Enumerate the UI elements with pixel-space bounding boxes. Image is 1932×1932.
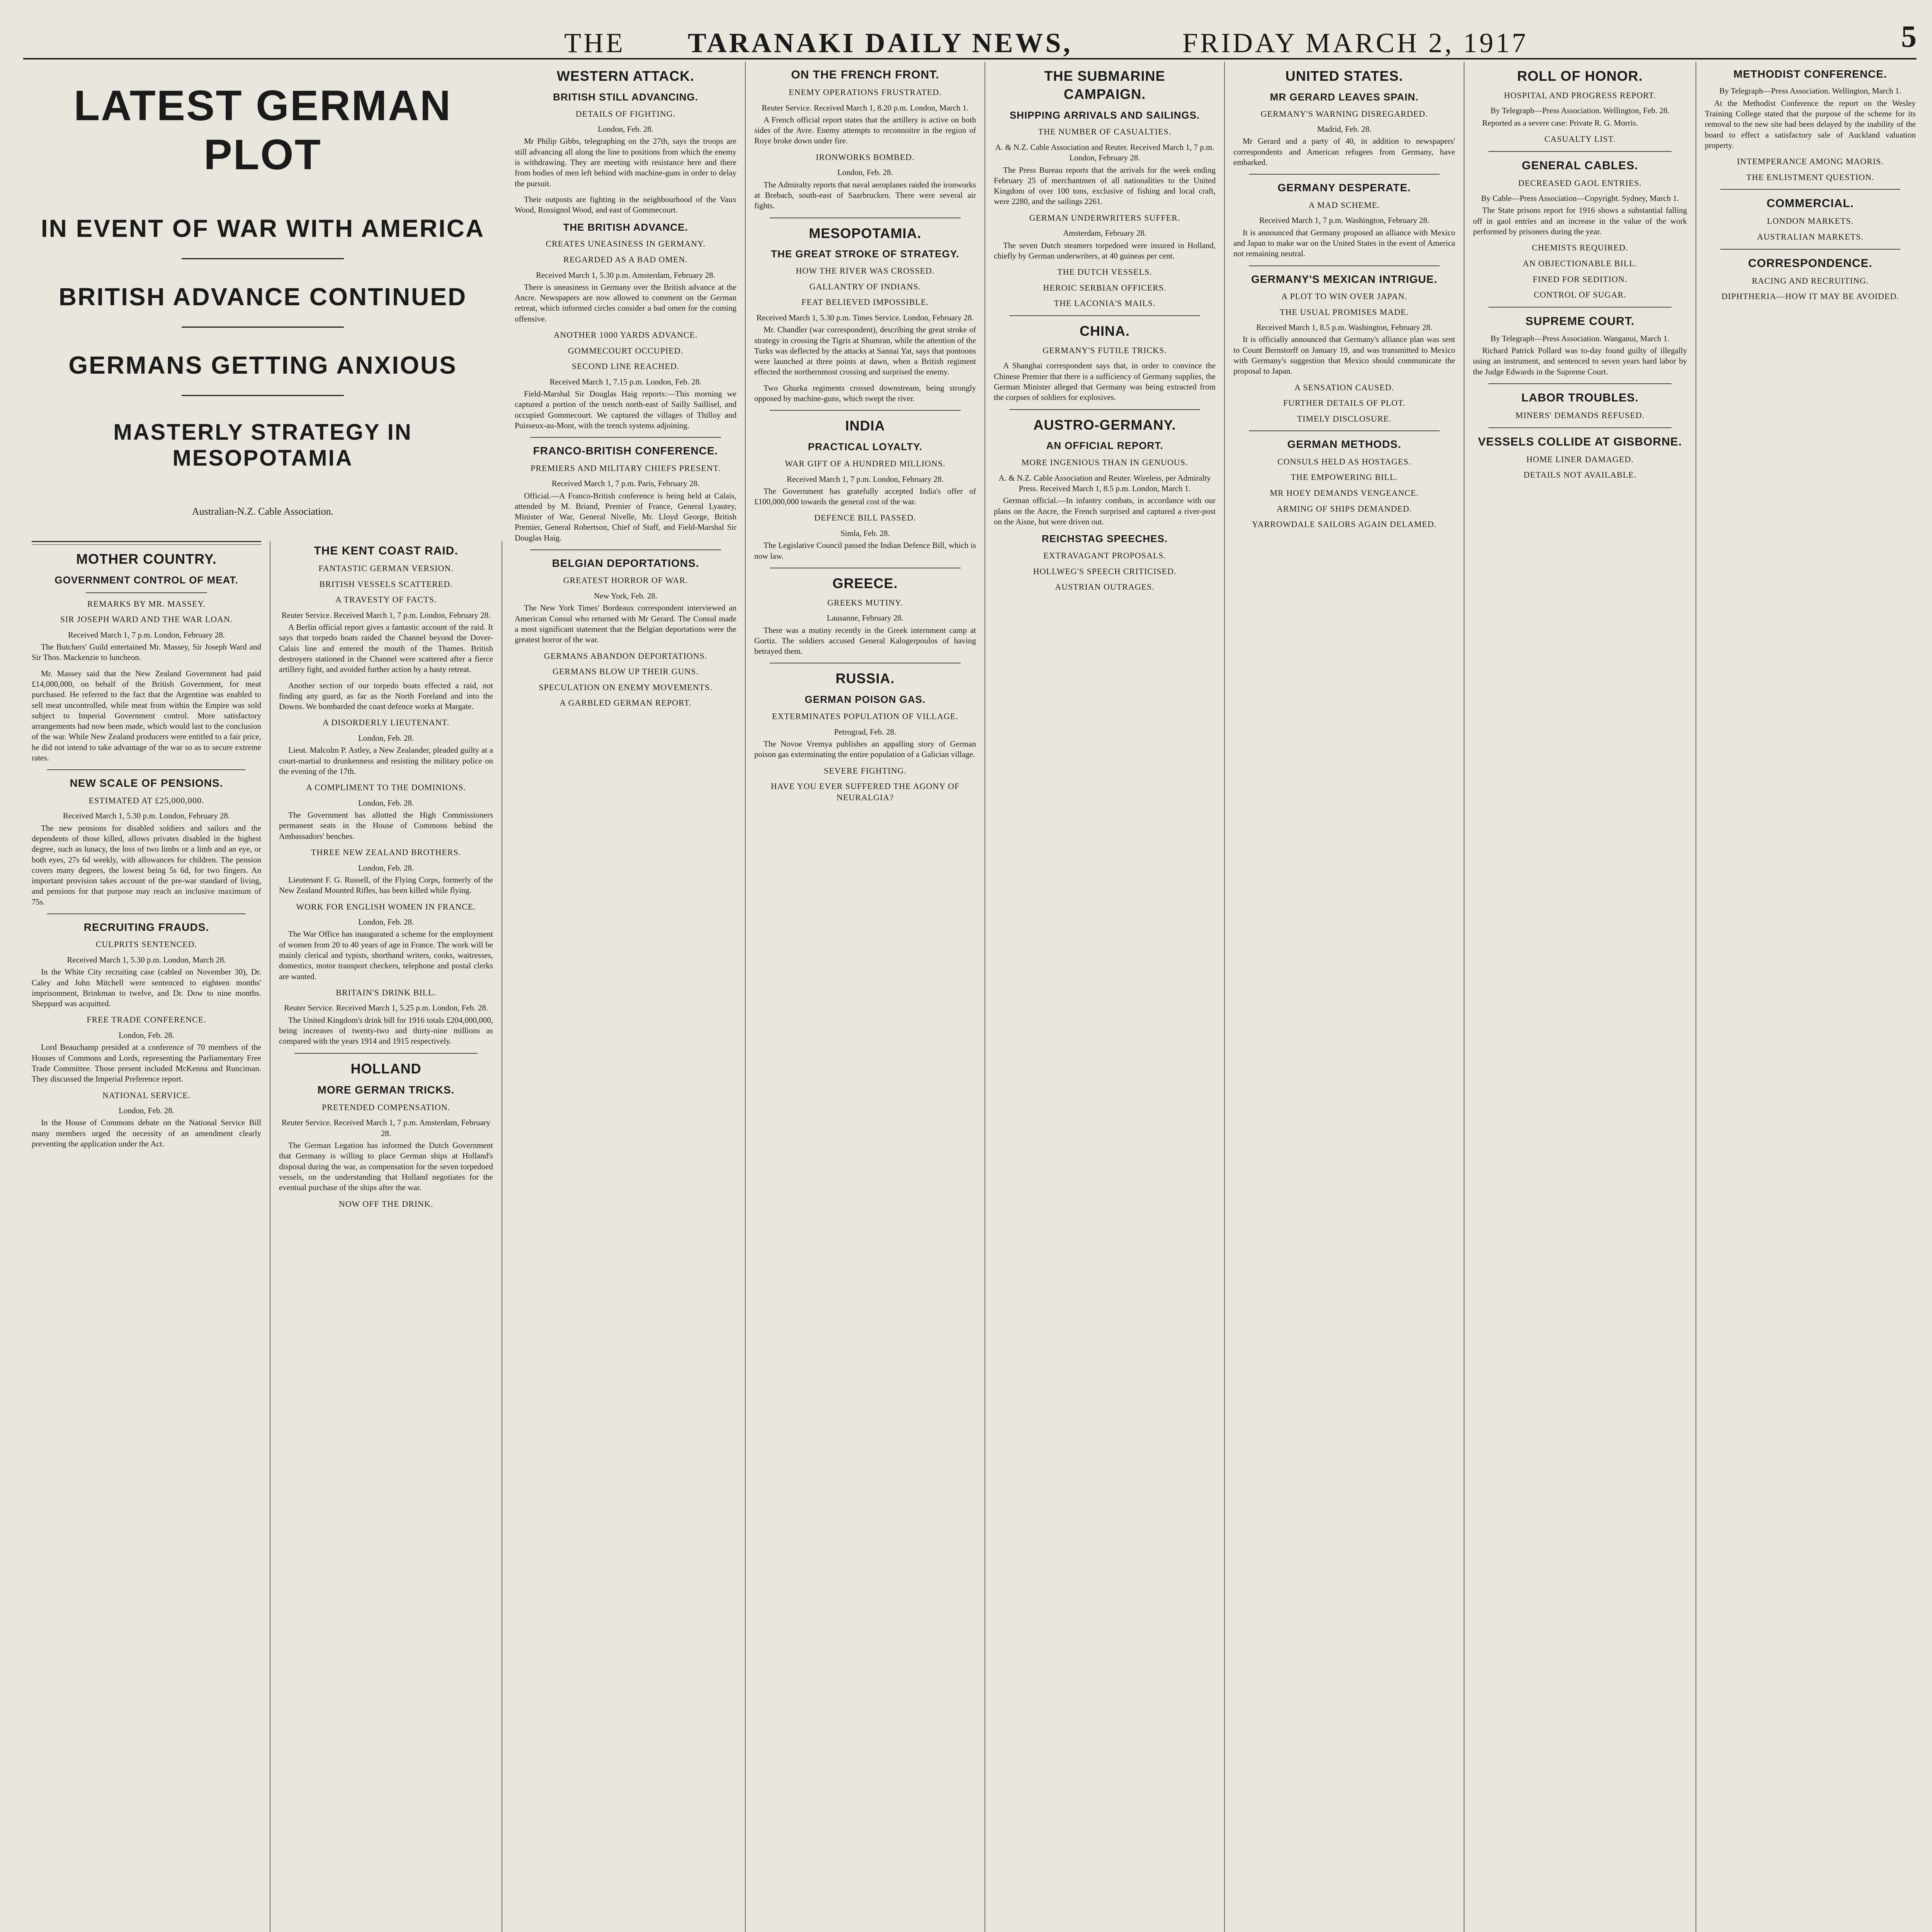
dateline: London, Feb. 28. xyxy=(118,1106,175,1116)
subheading-yarrowdale: YARROWDALE SAILORS AGAIN DELAMED. xyxy=(1252,519,1437,529)
divider xyxy=(1249,430,1440,431)
dateline: London, Feb. 28. xyxy=(358,733,414,743)
paragraph: Official.—A Franco-British conference is being held at Calais, attended by M. Briand, Premier of France, General Lyautey, Minister of War, General Nivelle, Mr. Lloyd George, British Premier, General Robertson, Chief of Staff, and Field-Marshal Sir Douglas Haig. xyxy=(515,491,736,543)
paragraph: German official.—In infantry combats, in accordance with our plans on the Ancre, the French surprised and captured a river-post on the Aisne, but were driven out. xyxy=(994,496,1216,526)
subheading-austrian-outrages: AUSTRIAN OUTRAGES. xyxy=(1055,582,1155,592)
dateline: By Telegraph—Press Association. Wanganui, March 1. xyxy=(1490,333,1670,343)
subheading-lieutenant: A DISORDERLY LIEUTENANT. xyxy=(323,718,449,728)
dateline: Reuter Service. Received March 1, 5.25 p.m. London, Feb. 28. xyxy=(284,1003,488,1013)
subheading-hoey: MR HOEY DEMANDS VENGEANCE. xyxy=(1270,488,1419,498)
subheading-not-available: DETAILS NOT AVAILABLE. xyxy=(1523,470,1637,480)
subheading-hollweg: HOLLWEG'S SPEECH CRITICISED. xyxy=(1033,566,1177,576)
divider xyxy=(1249,265,1440,266)
heading-official-report: AN OFFICIAL REPORT. xyxy=(1046,440,1163,452)
heading-supreme-court: SUPREME COURT. xyxy=(1525,315,1635,328)
heading-recruiting-frauds: RECRUITING FRAUDS. xyxy=(83,921,209,933)
subheading-empowering: THE EMPOWERING BILL. xyxy=(1291,472,1398,482)
divider xyxy=(1488,427,1672,428)
paragraph: Lord Beauchamp presided at a conference of 70 members of the Houses of Commons and Lords, representing the Parliamentary Free Trade Committee. Those present included McKenna and Runciman. They discussed the Imperial Preference report. xyxy=(32,1043,261,1084)
divider xyxy=(182,258,344,259)
masthead-the: THE xyxy=(564,27,625,58)
heading-gerard-spain: MR GERARD LEAVES SPAIN. xyxy=(1270,91,1419,103)
paragraph: Mr Gerard and a party of 40, in addition to newspapers' correspondents and American refugees from Germany, have embarked. xyxy=(1233,136,1455,167)
heading-western-attack: WESTERN ATTACK. xyxy=(556,68,695,84)
heading-campaign: CAMPAIGN. xyxy=(1063,86,1146,102)
dateline: London, Feb. 28. xyxy=(118,1031,175,1040)
dateline: Received March 1, 5.30 p.m. Times Service. London, February 28. xyxy=(756,313,974,322)
column-4 xyxy=(746,62,985,1932)
subheading-sedition: FINED FOR SEDITION. xyxy=(1532,274,1628,284)
heading-correspondence: CORRESPONDENCE. xyxy=(1748,257,1872,270)
subheading-massey: REMARKS BY MR. MASSEY. xyxy=(87,599,206,609)
subheading-racing: RACING AND RECRUITING. xyxy=(1752,276,1869,286)
dateline: Simla, Feb. 28. xyxy=(840,528,890,538)
divider xyxy=(1488,151,1672,152)
subheading-premiers: PREMIERS AND MILITARY CHIEFS PRESENT. xyxy=(531,463,721,473)
heading-germany-desperate: GERMANY DESPERATE. xyxy=(1277,182,1411,194)
cable-credit: Australian-N.Z. Cable Association. xyxy=(192,506,334,517)
subheading-dutch-vessels: THE DUTCH VESSELS. xyxy=(1057,267,1152,277)
column-2 xyxy=(270,541,502,1932)
dateline: Madrid, Feb. 28. xyxy=(1317,124,1372,134)
heading-reichstag: REICHSTAG SPEECHES. xyxy=(1041,533,1168,545)
paragraph: A French official report states that the artillery is active on both sides of the Avre. Enemy attempts to reconnoitre in the region of Roye broke down under fire. xyxy=(754,115,976,146)
paragraph: Richard Patrick Pollard was to-day found guilty of illegally using an instrument, and sentenced to seven years hard labor by the Judge Edwards in the Supreme Court. xyxy=(1473,346,1687,376)
subheading-defence-bill: DEFENCE BILL PASSED. xyxy=(814,513,916,523)
subheading-women-france: WORK FOR ENGLISH WOMEN IN FRANCE. xyxy=(296,901,476,912)
paragraph: The War Office has inaugurated a scheme for the employment of women from 20 to 40 years of age in France. The work will be mainly clerical and typists, shorthand writers, cooks, waitresses, domestics, motor transport checkers, telephone and postal clerks are wanted. xyxy=(279,929,493,981)
heading-kent-raid: THE KENT COAST RAID. xyxy=(314,544,458,557)
dateline: A. & N.Z. Cable Association and Reuter. Received March 1, 7 p.m. London, February 28. xyxy=(995,142,1214,163)
column-rule xyxy=(32,541,261,545)
subheading-brothers: THREE NEW ZEALAND BROTHERS. xyxy=(311,847,461,857)
paragraph: A Shanghai correspondent says that, in order to convince the Chinese Premier that there is a sufficiency of Germany supplies, the German Minister alleged that Germany was being extracted from the corpses of soldiers for explosives. xyxy=(994,361,1216,402)
lead-headlines xyxy=(23,66,502,529)
heading-mesopotamia: MESOPOTAMIA. xyxy=(809,225,922,241)
dateline: London, Feb. 28. xyxy=(358,863,414,872)
paragraph: The Legislative Council passed the Indian Defence Bill, which is now law. xyxy=(754,541,976,561)
divider xyxy=(1009,315,1200,316)
column-5 xyxy=(985,62,1225,1932)
paragraph: Mr. Massey said that the New Zealand Government had paid £14,000,000, on behalf of the British Government, for meat purchased. He referred to the fact that the Argentine was enabled to sell meat uncontrolled, while meat from within the Empire was sold subject to Imperial Government control. More satisfactory arrangements had now been made, which would last to the conclusion of the war. While New Zealand producers were entitled to a fair price, he did not intend to take advantage of the war so as to secure extreme rates. xyxy=(32,668,261,763)
subheading-river-crossed: HOW THE RIVER WAS CROSSED. xyxy=(796,266,935,276)
paragraph: The new pensions for disabled soldiers and sailors and the dependents of those killed, allows privates disabled in the highest degree, such as lunacy, the loss of two limbs or a limb and an eye, or both eyes, 27s 6d weekly, with allowances for children. The pension covers many degrees, the lowest being 5s 6d, for two fingers. An important provision takes account of the pre-war standard of living, and pensions for that purpose may reach an inclusive maximum of 75s. xyxy=(32,823,261,906)
heading-labor-troubles: LABOR TROUBLES. xyxy=(1521,391,1639,404)
dateline: Received March 1, 5.30 p.m. London, February 28. xyxy=(63,811,230,821)
heading-meat-control: GOVERNMENT CONTROL OF MEAT. xyxy=(54,574,238,586)
subheading-underwriters: GERMAN UNDERWRITERS SUFFER. xyxy=(1029,213,1180,223)
subheading-diphtheria: DIPHTHERIA—HOW IT MAY BE AVOIDED. xyxy=(1721,291,1899,301)
divider xyxy=(1488,383,1672,384)
subheading-laconia: THE LACONIA'S MAILS. xyxy=(1054,298,1156,308)
heading-holland: HOLLAND xyxy=(350,1060,422,1077)
subheading-japan-plot: A PLOT TO WIN OVER JAPAN. xyxy=(1281,291,1407,301)
divider xyxy=(770,410,961,411)
paragraph: Field-Marshal Sir Douglas Haig reports:—This morning we captured a portion of the trench north-east of Sailly Saillisel, and occupied Gommecourt. We captured the villages of Thilloy and Puisseux-au-Mont, with the trench systems adjoining. xyxy=(515,389,736,430)
subheading-free-trade: FREE TRADE CONFERENCE. xyxy=(87,1015,206,1025)
heading-poison-gas: GERMAN POISON GAS. xyxy=(804,694,926,706)
divider xyxy=(1720,249,1900,250)
headline-mesopotamia: MASTERLY STRATEGY IN MESOPOTAMIA xyxy=(113,420,412,471)
subheading-fantastic: FANTASTIC GERMAN VERSION. xyxy=(318,563,454,573)
subheading-promises: THE USUAL PROMISES MADE. xyxy=(1280,307,1409,317)
headline-germans-anxious: GERMANS GETTING ANXIOUS xyxy=(68,351,457,379)
subheading-bad-omen: REGARDED AS A BAD OMEN. xyxy=(563,254,688,264)
paragraph: Mr Philip Gibbs, telegraphing on the 27th, says the troops are still advancing all along the line to positions from which the enemy is withdrawing. They are meeting with resistance here and there from bodies of men left behind with machine-guns in order to delay the pursuit. xyxy=(515,136,736,188)
headline-war-america: IN EVENT OF WAR WITH AMERICA xyxy=(41,214,485,242)
subheading-compliment: A COMPLIMENT TO THE DOMINIONS. xyxy=(306,782,466,793)
paragraph: Their outposts are fighting in the neighbourhood of the Vaux Wood, Rossignol Wood, and east of Gommecourt. xyxy=(515,194,736,215)
dateline: Received March 1, 5.30 p.m. London, March 28. xyxy=(67,955,226,964)
subheading-sensation: A SENSATION CAUSED. xyxy=(1294,382,1394,392)
dateline: Received March 1, 5.30 p.m. Amsterdam, February 28. xyxy=(536,270,715,280)
subheading-details: DETAILS OF FIGHTING. xyxy=(575,109,676,119)
advert-neuralgia: HAVE YOU EVER SUFFERED THE AGONY OF NEURALGIA? xyxy=(770,781,960,802)
heading-french-front: ON THE FRENCH FRONT. xyxy=(791,68,939,81)
paragraph: The Government has allotted the High Commissioners permanent seats in the House of Commons behind the Ambassadors' benches. xyxy=(279,810,493,841)
subheading-impossible: FEAT BELIEVED IMPOSSIBLE. xyxy=(801,297,929,307)
dateline: New York, Feb. 28. xyxy=(594,591,657,601)
subheading-liner: HOME LINER DAMAGED. xyxy=(1526,454,1634,464)
paragraph: The German Legation has informed the Dutch Government that Germany is willing to place German ships at Holland's disposal during the war, as compensation for the seven torpedoed vessels, on the understanding that Holland negotiates for the eventual purchase of the ships after the war. xyxy=(279,1141,493,1192)
dateline: Petrograd, Feb. 28. xyxy=(834,727,896,736)
divider xyxy=(1009,409,1200,410)
subheading-intemperance: INTEMPERANCE AMONG MAORIS. xyxy=(1737,156,1884,167)
divider xyxy=(1249,174,1440,175)
subheading-serbian: HEROIC SERBIAN OFFICERS. xyxy=(1043,282,1167,293)
heading-loyalty: PRACTICAL LOYALTY. xyxy=(808,441,923,453)
heading-austro-germany: AUSTRO-GERMANY. xyxy=(1033,417,1176,433)
dateline: London, Feb. 28. xyxy=(358,798,414,808)
headline-british-advance: BRITISH ADVANCE CONTINUED xyxy=(58,283,467,311)
dateline: Received March 1, 7 p.m. London, February 28. xyxy=(68,630,225,639)
paragraph: The United Kingdom's drink bill for 1916 totals £204,000,000, being increases of twenty-two and thirty-nine millions as compared with the years 1914 and 1915 respectively. xyxy=(279,1015,493,1046)
subheading-speculation: SPECULATION ON ENEMY MOVEMENTS. xyxy=(539,682,713,692)
paragraph: The Butchers' Guild entertained Mr. Massey, Sir Joseph Ward and Sir Thos. Mackenzie to luncheon. xyxy=(32,642,261,662)
subheading-casualties: THE NUMBER OF CASUALTIES. xyxy=(1038,127,1172,137)
dateline: London, Feb. 28. xyxy=(358,917,414,927)
subheading-national-service: NATIONAL SERVICE. xyxy=(102,1090,191,1100)
paragraph: There was a mutiny recently in the Greek internment camp at Gortiz. The soldiers accused General Kalogerpoulos of having betrayed them. xyxy=(754,625,976,656)
subheading-hostages: CONSULS HELD AS HOSTAGES. xyxy=(1277,456,1411,466)
subheading-further-details: FURTHER DETAILS OF PLOT. xyxy=(1283,398,1406,408)
divider xyxy=(294,1053,478,1054)
column-6 xyxy=(1225,62,1464,1932)
subheading-extravagant: EXTRAVAGANT PROPOSALS. xyxy=(1043,551,1166,561)
subheading-mad-scheme: A MAD SCHEME. xyxy=(1308,200,1380,210)
subheading-objectionable: AN OBJECTIONABLE BILL. xyxy=(1522,258,1638,268)
paragraph: In the House of Commons debate on the National Service Bill many members urged the necessity of an amendment clearly preventing the application under the Act. xyxy=(32,1118,261,1149)
heading-belgian-deportations: BELGIAN DEPORTATIONS. xyxy=(552,557,699,570)
paragraph: The Novoe Vremya publishes an appalling story of German poison gas exterminating the entire population of a Galician village. xyxy=(754,739,976,759)
heading-united-states: UNITED STATES. xyxy=(1285,68,1403,84)
subheading-futile-tricks: GERMANY'S FUTILE TRICKS. xyxy=(1043,345,1167,355)
dateline: Reuter Service. Received March 1, 7 p.m. London, February 28. xyxy=(281,610,491,620)
subheading-arming: ARMING OF SHIPS DEMANDED. xyxy=(1276,503,1412,514)
dateline: Lausanne, February 28. xyxy=(827,613,904,623)
paragraph: The State prisons report for 1916 shows a substantial falling off in gaol entries and an increase in the value of the work performed by prisoners during the year. xyxy=(1473,206,1687,236)
dateline: Received March 1, 8.5 p.m. Washington, February 28. xyxy=(1256,323,1432,332)
subheading-frustrated: ENEMY OPERATIONS FRUSTRATED. xyxy=(789,87,942,97)
subheading-hospital: HOSPITAL AND PROGRESS REPORT. xyxy=(1504,90,1656,100)
divider xyxy=(530,549,721,550)
paragraph: There is uneasiness in Germany over the British advance at the Ancre. Newspapers are now allowed to comment on the German retreat, which informed circles consider a bad omen for the coming offensive. xyxy=(515,282,736,323)
paragraph: It is announced that Germany proposed an alliance with Mexico and Japan to make war on the United States in the event of America not remaining neutral. xyxy=(1233,228,1455,259)
heading-india: INDIA xyxy=(845,418,885,434)
subheading-severe-fighting: SEVERE FIGHTING. xyxy=(824,765,906,776)
paragraph: The Government has gratefully accepted India's offer of £100,000,000 towards the general cost of the war. xyxy=(754,486,976,507)
heading-greece: GREECE. xyxy=(832,575,898,591)
paragraph: The seven Dutch steamers torpedoed were insured in Holland, chiefly by German underwriters, at 40 guineas per cent. xyxy=(994,240,1216,260)
subheading-travesty: A TRAVESTY OF FACTS. xyxy=(335,595,437,605)
subheading-chemists: CHEMISTS REQUIRED. xyxy=(1532,243,1628,253)
heading-mother-country: MOTHER COUNTRY. xyxy=(76,551,217,567)
heading-china: CHINA. xyxy=(1080,323,1130,339)
paragraph: Two Ghurka regiments crossed downstream, being strongly opposed by machine-guns, which swept the river. xyxy=(754,383,976,403)
dateline: A. & N.Z. Cable Association and Reuter. Wireless, per Admiralty Press. Received March 1, 8.5 p.m. London, March 1. xyxy=(998,473,1211,493)
paragraph: The New York Times' Bordeaux correspondent interviewed an American Consul who returned with Mr Gerard. The Consul made a most significant statement that the Belgian deportations were the greatest horror of the war. xyxy=(515,603,736,645)
paragraph: Mr. Chandler (war correspondent), describing the great stroke of strategy in crossing the Tigris at Shumran, while the attention of the Turks was deflected by the attacks at Sannai Yat, says that pontoons were launched at three points at dawn, when a British regiment effected the northernmost crossing and surprised the enemy. xyxy=(754,325,976,377)
subheading-mutiny: GREEKS MUTINY. xyxy=(827,597,903,607)
dateline: Reuter Service. Received March 1, 7 p.m. Amsterdam, February 28. xyxy=(281,1118,491,1138)
subheading-ironworks: IRONWORKS BOMBED. xyxy=(816,152,915,162)
divider xyxy=(1720,189,1900,190)
subheading-timely: TIMELY DISCLOSURE. xyxy=(1297,413,1392,423)
divider xyxy=(47,913,246,914)
column-3 xyxy=(506,62,746,1932)
subheading-sugar: CONTROL OF SUGAR. xyxy=(1534,290,1626,300)
subheading-blow-up-guns: GERMANS BLOW UP THEIR GUNS. xyxy=(552,667,699,677)
paragraph: It is officially announced that Germany's alliance plan was sent to Count Bernstorff on January 19, and was transmitted to Mexico with Germany's suggestion that Mexico should communicate the proposal to Japan. xyxy=(1233,335,1455,376)
subheading-ingenious: MORE INGENIOUS THAN IN GENUOUS. xyxy=(1021,457,1188,468)
subheading-gommecourt: GOMMECOURT OCCUPIED. xyxy=(568,345,684,355)
column-1 xyxy=(23,541,270,1932)
subheading-garbled: A GARBLED GERMAN REPORT. xyxy=(560,698,692,708)
subheading-abandon: GERMANS ABANDON DEPORTATIONS. xyxy=(544,651,707,661)
dateline: Received March 1, 7 p.m. Paris, February 28. xyxy=(551,479,700,488)
subheading-off-drink: NOW OFF THE DRINK. xyxy=(338,1199,434,1209)
subheading-london-markets: LONDON MARKETS. xyxy=(1767,216,1854,226)
column-8 xyxy=(1696,62,1924,1932)
subheading-exterminates: EXTERMINATES POPULATION OF VILLAGE. xyxy=(772,711,958,721)
subheading-enlistment: THE ENLISTMENT QUESTION. xyxy=(1746,172,1874,182)
subheading-gaol: DECREASED GAOL ENTRIES. xyxy=(1518,178,1642,188)
heading-commercial: COMMERCIAL. xyxy=(1767,197,1854,210)
subheading-gallantry: GALLANTRY OF INDIANS. xyxy=(809,281,921,291)
headline-german-plot: LATEST GERMAN PLOT xyxy=(73,82,452,179)
paragraph: Another section of our torpedo boats effected a raid, not finding any guard, as far as the North Foreland and into the Downs. We bombarded the coast defence works at Margate. xyxy=(279,680,493,711)
divider xyxy=(47,769,246,770)
divider xyxy=(182,395,344,396)
subheading-miners: MINERS' DEMANDS REFUSED. xyxy=(1515,410,1645,420)
heading-methodist: METHODIST CONFERENCE. xyxy=(1733,68,1887,80)
heading-german-methods: GERMAN METHODS. xyxy=(1287,438,1401,451)
dateline: Amsterdam, February 28. xyxy=(1063,228,1146,238)
subheading-drink-bill: BRITAIN'S DRINK BILL. xyxy=(336,987,436,997)
heading-russia: RUSSIA. xyxy=(835,670,895,687)
subheading-war-gift: WAR GIFT OF A HUNDRED MILLIONS. xyxy=(785,458,946,468)
heading-vessels-collide: VESSELS COLLIDE AT GISBORNE. xyxy=(1478,435,1682,448)
subheading-greatest-horror: GREATEST HORROR OF WAR. xyxy=(563,575,688,585)
dateline: Received March 1, 7 p.m. London, February 28. xyxy=(787,474,944,484)
page-number: 5 xyxy=(1901,20,1917,54)
heading-pensions: NEW SCALE OF PENSIONS. xyxy=(70,777,223,789)
subheading-australian-markets: AUSTRALIAN MARKETS. xyxy=(1757,231,1864,242)
divider xyxy=(86,592,207,593)
dateline: Received March 1, 7.15 p.m. London, Feb. 28. xyxy=(549,377,702,386)
subheading-casualty-list: CASUALTY LIST. xyxy=(1544,134,1616,144)
subheading-estimated: ESTIMATED AT £25,000,000. xyxy=(88,795,204,805)
divider xyxy=(182,327,344,328)
subheading-ward-loan: SIR JOSEPH WARD AND THE WAR LOAN. xyxy=(60,614,233,624)
heading-stroke-strategy: THE GREAT STROKE OF STRATEGY. xyxy=(771,248,959,260)
divider xyxy=(530,437,721,438)
masthead-date: FRIDAY MARCH 2, 1917 xyxy=(1182,27,1528,58)
subheading-uneasiness: CREATES UNEASINESS IN GERMANY. xyxy=(546,239,706,249)
heading-mexican-intrigue: GERMANY'S MEXICAN INTRIGUE. xyxy=(1251,273,1437,285)
dateline: By Telegraph—Press Association. Wellington, Feb. 28. xyxy=(1490,106,1670,116)
heading-franco-british: FRANCO-BRITISH CONFERENCE. xyxy=(533,445,718,457)
dateline: Received March 1, 7 p.m. Washington, February 28. xyxy=(1259,216,1429,225)
masthead-title: TARANAKI DAILY NEWS, xyxy=(688,27,1073,58)
subheading-warning: GERMANY'S WARNING DISREGARDED. xyxy=(1260,109,1428,119)
subheading-second-line: SECOND LINE REACHED. xyxy=(571,361,680,371)
heading-submarine: THE SUBMARINE xyxy=(1044,68,1165,84)
heading-roll-of-honor: ROLL OF HONOR. xyxy=(1517,68,1643,84)
dateline: Reuter Service. Received March 1, 8.20 p.m. London, March 1. xyxy=(762,103,969,112)
column-7 xyxy=(1464,62,1696,1932)
heading-still-advancing: BRITISH STILL ADVANCING. xyxy=(553,91,698,103)
paragraph: Lieut. Malcolm P. Astley, a New Zealander, pleaded guilty at a court-martial to drunkenness and resisting the military police on the evening of the 17th. xyxy=(279,745,493,776)
subheading-culprits: CULPRITS SENTENCED. xyxy=(95,939,197,949)
paragraph: The Press Bureau reports that the arrivals for the week ending February 25 of merchantmen of all nationalities to the United Kingdom of over 100 tons, exclusive of fishing and local craft, were 2280, and the sailings 2261. xyxy=(994,165,1216,206)
paragraph: Lieutenant F. G. Russell, of the Flying Corps, formerly of the New Zealand Mounted Rifles, has been killed while flying. xyxy=(279,875,493,895)
dateline: London, Feb. 28. xyxy=(837,168,893,177)
dateline: By Cable—Press Association—Copyright. Sydney, March 1. xyxy=(1481,194,1679,203)
subheading-scattered: BRITISH VESSELS SCATTERED. xyxy=(319,579,453,589)
dateline: By Telegraph—Press Association. Wellington, March 1. xyxy=(1719,86,1901,96)
paragraph: At the Methodist Conference the report on the Wesley Training College stated that the purpose of the scheme for its removal to the new site had been delayed by the inability of the board to effect a satisfactory sale of Auckland valuation property. xyxy=(1705,98,1916,150)
heading-shipping: SHIPPING ARRIVALS AND SAILINGS. xyxy=(1009,109,1200,121)
subheading-compensation: PRETENDED COMPENSATION. xyxy=(321,1102,451,1112)
dateline: London, Feb. 28. xyxy=(597,124,654,134)
heading-british-advance: THE BRITISH ADVANCE. xyxy=(563,221,688,233)
masthead xyxy=(23,12,1917,60)
paragraph: A Berlin official report gives a fantastic account of the raid. It says that torpedo boats raided the Channel beyond the Dover-Calais line and entered the mouth of the Thames. British destroyers stationed in the Channel were scattered after a fierce artillery fight, and avoided further action by a hasty retreat. xyxy=(279,622,493,674)
subheading-1000-yards: ANOTHER 1000 YARDS ADVANCE. xyxy=(553,330,698,340)
divider xyxy=(1488,307,1672,308)
paragraph: The Admiralty reports that naval aeroplanes raided the ironworks at Brebach, south-east of Saarbrucken. There were several air fights. xyxy=(754,180,976,211)
paragraph: Reported as a severe case: Private R. G. Morris. xyxy=(1482,118,1638,128)
heading-german-tricks: MORE GERMAN TRICKS. xyxy=(317,1084,455,1096)
paragraph: In the White City recruiting case (cabled on November 30), Dr. Caley and John Mitchell were sentenced to eighteen months' imprisonment, Brinkman to twelve, and Dr. Dow to nine months. Sheppard was acquitted. xyxy=(32,967,261,1009)
heading-general-cables: GENERAL CABLES. xyxy=(1522,159,1638,172)
